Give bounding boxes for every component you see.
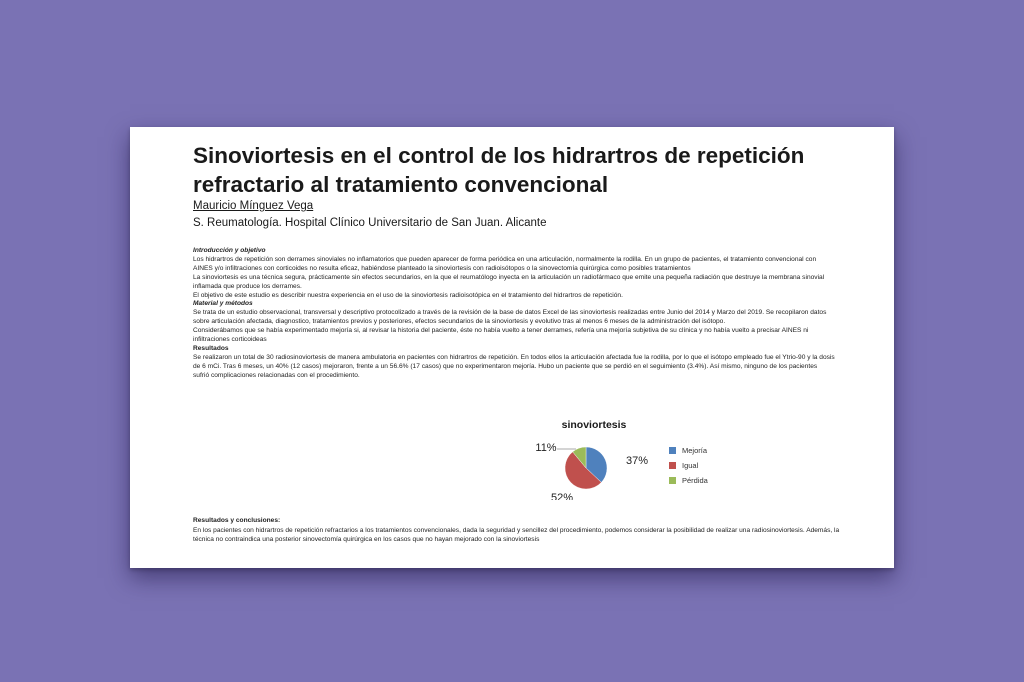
pie-svg [514,416,664,500]
pie-label-mejoria: 37% [626,455,649,467]
poster-body [193,247,835,381]
legend-item [669,443,708,458]
legend-item [669,458,708,473]
pie-label-perdida: 11% [535,442,557,454]
intro-paragraph-2: La sinoviortesis es una técnica segura, prácticamente sin efectos secundarios, en la que el reumatólogo inyecta en la articulación un radiofármaco que emite una pequeña radiación que destruye la membrana sinovial inflamada que produce los derrames. [193,273,825,290]
chart-title: sinoviortesis [561,419,627,431]
legend-item [669,473,708,488]
methods-heading: Material y métodos [193,300,253,308]
intro-paragraph-1: Los hidrartros de repetición son derrames sinoviales no inflamatorios que pueden aparecer de forma periódica en una articulación, normalmente la rodilla. En un grupo de pacientes, el tratamiento convencional con AINES y/o infiltraciones con corticoides no resulta eficaz, habiéndose planteado la sinoviortesis con radioisótopos o la sinovectomía quirúrgica como posibles tratamientos [193,255,817,272]
legend-label-mejoria: Mejoría [682,446,708,455]
pie-chart [514,416,754,500]
results-heading: Resultados [193,344,229,352]
results-paragraph: Se realizaron un total de 30 radiosinoviortesis de manera ambulatoria en pacientes con hidrartros de repetición. En todos ellos la articulación afectada fue la rodilla, por lo que el isótopo empleado fue el Ytrio-90 y la dosis de 6 mCi. Tras 6 meses, un 40% (12 casos) mejoraron, frente a un 56.6% (17 casos) que no experimentaron mejoría. Hubo un paciente que se perdió en el seguimiento (3.4%). Así mismo, ninguno de los pacientes sufrió complicaciones relacionadas con el procedimiento. [193,353,835,379]
legend-swatch-igual [669,462,676,469]
chart-legend [669,443,708,488]
legend-label-igual: Igual [682,461,699,470]
author-name: Mauricio Mínguez Vega [193,200,314,212]
methods-paragraph-2: Considerábamos que se había experimentado mejoría si, al revisar la historia del paciente, éste no había vuelto a tener derrames, refería una mejoría subjetiva de su clínica y no había vuelto a precisar AINES ni infiltraciones corticoideas [193,327,809,344]
intro-paragraph-3: El objetivo de este estudio es describir nuestra experiencia en el uso de la sinoviortesis radioisotópica en el tratamiento del hidrartros de repetición. [193,291,623,299]
legend-swatch-mejoria [669,447,676,454]
pie-label-igual: 52% [550,492,574,500]
legend-label-perdida: Pérdida [682,476,708,485]
affiliation: S. Reumatología. Hospital Clínico Universitario de San Juan. Alicante [193,217,547,229]
conclusions-heading: Resultados y conclusiones: [193,517,281,524]
methods-paragraph-1: Se trata de un estudio observacional, transversal y descriptivo protocolizado a través de la revisión de la base de datos Excel de las sinoviortesis realizadas entre Junio del 2014 y Marzo del 2019. Se recopilaron datos sobre articulación afectada, diagnostico, tratamientos previos y posteriores, efectos secundarios de la sinoviortesis y evolutivo tras al menos 6 meses de la administración del isótopo. [193,309,827,326]
poster-title: Sinoviortesis en el control de los hidrartros de repetición refractario al tratamiento convencional [193,143,805,197]
intro-heading: Introducción y objetivo [193,247,266,254]
poster-sheet [130,127,894,568]
legend-swatch-perdida [669,477,676,484]
conclusions [193,516,853,545]
conclusions-paragraph: En los pacientes con hidrartros de repetición refractarios a los tratamientos convencionales, dada la seguridad y sencillez del procedimiento, podemos considerar la posibilidad de realizar una radiosinoviortesis. Además, la técnica no contraindica una posterior sinovectomía quirúrgica en los casos que no hayan mejorado con la sinoviortesis [193,526,840,543]
